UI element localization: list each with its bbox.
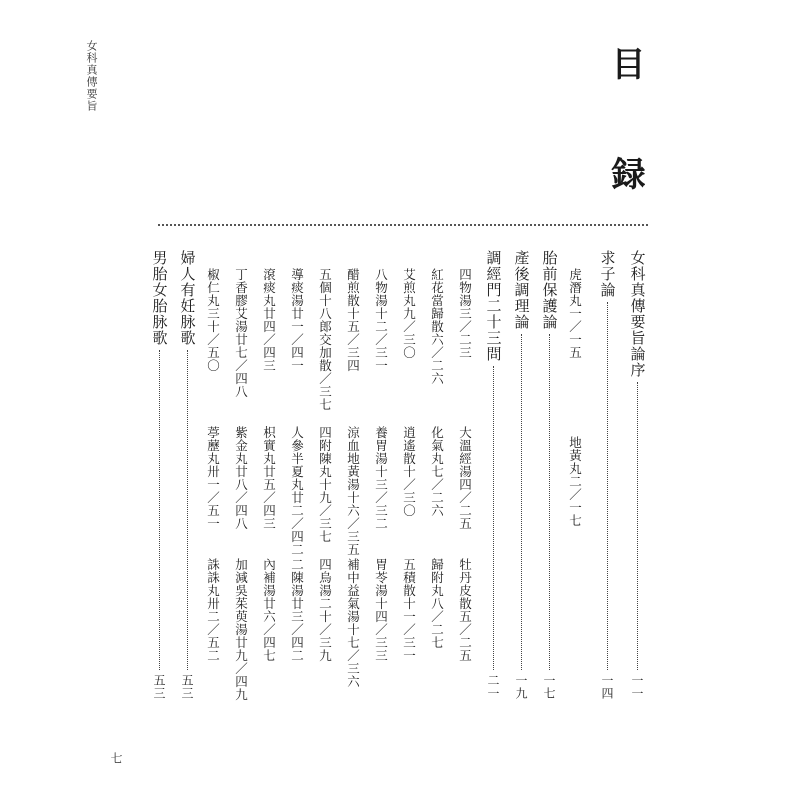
- toc-subentry[interactable]: 四附陳丸十九／三七: [317, 426, 333, 543]
- toc-subentry[interactable]: 胃苓湯十四／三三: [373, 558, 389, 662]
- toc-subentry-row: [233, 268, 256, 701]
- toc-entry-renshen-maige[interactable]: [176, 250, 198, 700]
- toc-page-number: 一七: [542, 674, 556, 700]
- toc-subentry-row: [458, 268, 480, 688]
- toc-page-number: 五三: [180, 674, 194, 700]
- dot-leader: [637, 382, 638, 670]
- toc-subentry[interactable]: 艾煎丸九／三〇: [401, 268, 417, 359]
- toc-subentry[interactable]: 誅誅丸卅二／五二: [205, 558, 221, 662]
- toc-subentry[interactable]: 四烏湯二十／三九: [317, 558, 333, 662]
- toc-subentry[interactable]: 導痰湯廿一／四一: [289, 268, 305, 372]
- toc-subentry[interactable]: 四物湯三／二三: [457, 268, 473, 359]
- toc-subentry[interactable]: 大溫經湯四／二五: [457, 426, 473, 530]
- toc-page-number: 一四: [600, 674, 614, 700]
- toc-subentry[interactable]: 醋煎散十五／三四: [345, 268, 361, 372]
- toc-subentry-row: [346, 268, 368, 688]
- toc-page-number: 一一: [630, 674, 644, 700]
- toc-entry-label: 男胎女胎脉歌: [150, 250, 169, 346]
- toc-entry-chanhou[interactable]: [510, 250, 532, 700]
- toc-subentry[interactable]: 涼血地黃湯十六／三五: [345, 426, 361, 556]
- toc-subentry[interactable]: 滾痰丸廿四／四三: [261, 268, 277, 372]
- page-title: 目 録: [605, 46, 645, 208]
- page-number: 七: [109, 752, 123, 764]
- dotted-rule: [158, 224, 648, 226]
- running-head: 女科真傳要旨: [85, 40, 98, 112]
- toc-subentry[interactable]: 內補湯廿六／四七: [261, 558, 277, 662]
- toc-subentry[interactable]: 八物湯十二／三一: [373, 268, 389, 372]
- toc-subentry[interactable]: 牡丹皮散五／二五: [457, 558, 473, 662]
- toc-subentry-row: [206, 268, 228, 688]
- toc-subentry[interactable]: 二陳湯廿三／四二: [289, 558, 305, 662]
- toc-subentry[interactable]: 人參半夏丸廿二／四二: [289, 426, 305, 556]
- toc-subentry[interactable]: 養胃湯十三／三二: [373, 426, 389, 530]
- toc-subentry[interactable]: 五個十八郎交加散／三七: [317, 268, 333, 411]
- toc-entry-label: 女科真傳要旨論序: [628, 250, 647, 378]
- toc-subentry[interactable]: 枳實丸廿五／四三: [261, 426, 277, 530]
- toc-subentry[interactable]: 地黃丸二／一七: [567, 436, 583, 527]
- toc-subentry[interactable]: 葶藶丸卅一／五一: [205, 426, 221, 530]
- dot-leader: [607, 302, 608, 670]
- dot-leader: [521, 334, 522, 670]
- toc-subentry[interactable]: 紅花當歸散六／二六: [429, 268, 445, 385]
- dot-leader: [493, 366, 494, 670]
- toc-entry-nantai-maige[interactable]: [148, 250, 170, 700]
- toc-entry-taiqian[interactable]: [538, 250, 560, 700]
- toc-entry-label: 求子論: [598, 250, 617, 298]
- toc-subentry[interactable]: 五積散十一／三一: [401, 558, 417, 662]
- toc-subentry[interactable]: 加減吳茱萸湯廿九／四九: [233, 558, 249, 701]
- toc-subentry-row: [430, 268, 452, 688]
- toc-subentry[interactable]: 補中益氣湯十七／三六: [345, 558, 361, 688]
- toc-entry-label: 調經門二十三問: [484, 250, 503, 362]
- toc-page-number: 一九: [514, 674, 528, 700]
- toc-subentry[interactable]: 紫金丸廿八／四八: [233, 426, 249, 530]
- toc-entry-preface[interactable]: [626, 250, 648, 700]
- toc-subentry[interactable]: 化氣丸七／二六: [429, 426, 445, 517]
- toc-entry-qiuzi[interactable]: [596, 250, 618, 700]
- toc-subentry-row: [568, 268, 590, 688]
- dot-leader: [187, 350, 188, 670]
- toc-subentry[interactable]: 丁香膠艾湯廿七／四八: [233, 268, 249, 398]
- toc-subentry-row: [318, 268, 340, 688]
- toc-subentry[interactable]: 椒仁丸三十／五〇: [205, 268, 221, 372]
- toc-entry-label: 婦人有妊脉歌: [178, 250, 197, 346]
- toc-entry-label: 胎前保護論: [540, 250, 559, 330]
- toc-subentry-row: [290, 268, 312, 688]
- dot-leader: [159, 350, 160, 670]
- toc-subentry-row: [402, 268, 424, 688]
- dot-leader: [549, 334, 550, 670]
- toc-subentry-row: [262, 268, 284, 688]
- toc-subentry-row: [374, 268, 396, 688]
- toc-subentry[interactable]: 虎潛丸一／一五: [567, 268, 583, 359]
- toc-entry-label: 產後調理論: [512, 250, 531, 330]
- toc-subentry[interactable]: 歸附丸八／二七: [429, 558, 445, 649]
- toc-page-number: 二一: [486, 674, 500, 700]
- toc-entry-tiaojing[interactable]: [482, 250, 504, 700]
- toc-subentry[interactable]: 逍遙散十／三〇: [401, 426, 417, 517]
- toc-page-number: 五三: [152, 674, 166, 700]
